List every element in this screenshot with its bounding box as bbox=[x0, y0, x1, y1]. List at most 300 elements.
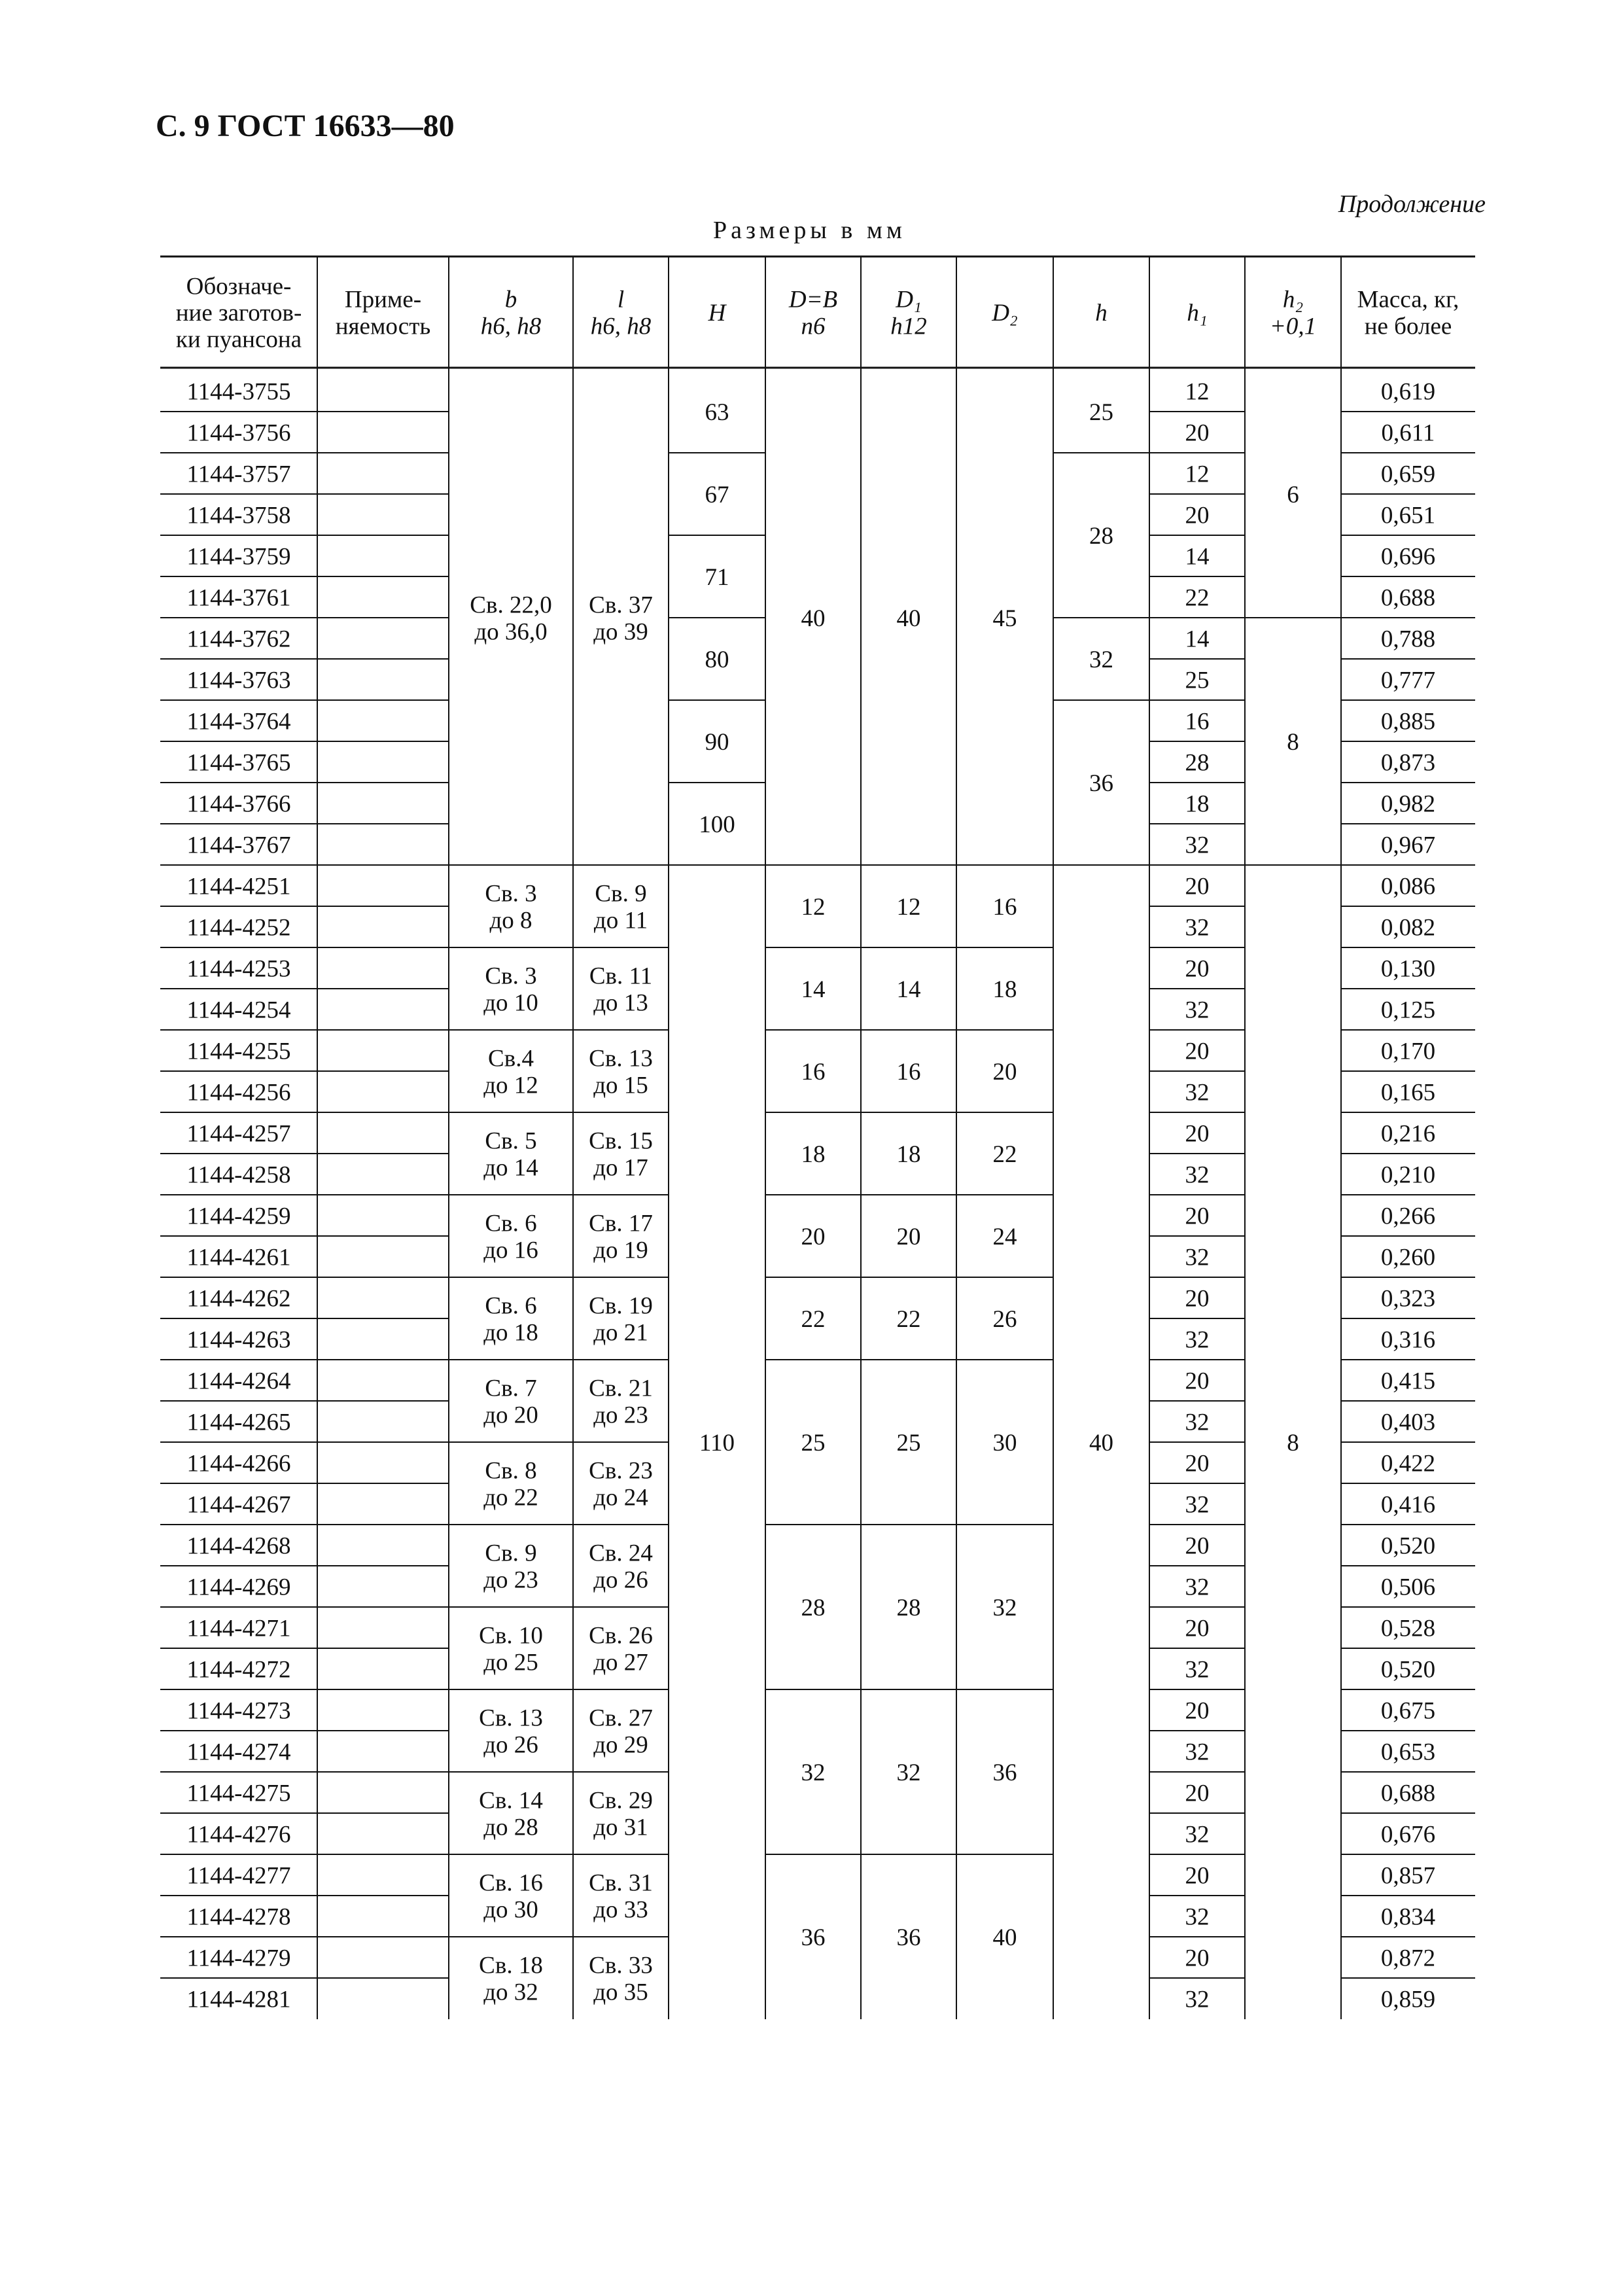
column-header-line: Масса, кг, bbox=[1357, 286, 1459, 313]
punch-code-cell bbox=[187, 461, 291, 487]
h1-cell-line: 32 bbox=[1185, 832, 1210, 859]
punch-code-cell bbox=[187, 1739, 291, 1765]
mass-cell bbox=[1381, 1986, 1435, 2013]
punch-code-cell-line: 1144-4258 bbox=[186, 1161, 291, 1189]
h1-cell bbox=[1185, 997, 1210, 1023]
h1-cell bbox=[1185, 378, 1210, 405]
h-span-cell-line: 36 bbox=[1089, 769, 1113, 797]
h1-cell-line: 32 bbox=[1185, 1244, 1210, 1271]
mass-cell-line: 0,872 bbox=[1380, 1945, 1436, 1972]
mass-cell bbox=[1381, 502, 1435, 529]
column-header bbox=[788, 287, 837, 340]
column-header bbox=[591, 287, 652, 340]
l-span-cell bbox=[589, 1623, 653, 1676]
punch-code-cell-line: 1144-4253 bbox=[186, 955, 291, 983]
l-span-cell-line: Св. 9 bbox=[595, 880, 647, 908]
h1-cell-line: 16 bbox=[1185, 708, 1210, 735]
mass-cell bbox=[1381, 667, 1435, 694]
punch-code-cell bbox=[187, 1986, 291, 2013]
b-span-cell bbox=[479, 1705, 543, 1759]
db-span-cell bbox=[801, 1141, 826, 1168]
punch-code-cell bbox=[187, 1038, 291, 1065]
h1-cell-line: 18 bbox=[1185, 790, 1210, 818]
mass-cell bbox=[1381, 543, 1435, 570]
h-span-cell bbox=[705, 729, 729, 756]
h1-cell bbox=[1185, 1656, 1210, 1683]
h2-span-cell-line: 6 bbox=[1287, 481, 1299, 508]
h1-cell-line: 14 bbox=[1185, 626, 1210, 653]
column-header-line: l bbox=[617, 286, 625, 313]
h1-cell-line: 20 bbox=[1185, 873, 1210, 900]
punch-code-cell bbox=[187, 584, 291, 611]
d1-span-cell bbox=[897, 1306, 921, 1333]
b-span-cell-line: до 18 bbox=[483, 1319, 538, 1347]
d2-span-cell-line: 24 bbox=[992, 1223, 1017, 1250]
h-span-cell-line: 100 bbox=[699, 811, 735, 838]
d2-span-cell bbox=[993, 1595, 1017, 1621]
punch-code-cell bbox=[187, 1326, 291, 1353]
l-span-cell-line: до 23 bbox=[593, 1402, 648, 1429]
h1-cell-line: 32 bbox=[1185, 1161, 1210, 1189]
l-span-cell bbox=[589, 1293, 653, 1347]
punch-code-cell bbox=[187, 1656, 291, 1683]
h1-cell-line: 32 bbox=[1185, 1903, 1210, 1931]
l-span-cell-line: до 39 bbox=[593, 618, 648, 646]
column-header-line: D₂ bbox=[992, 299, 1018, 327]
b-span-cell-line: до 36,0 bbox=[474, 618, 548, 646]
db-span-cell-line: 12 bbox=[801, 893, 826, 921]
l-span-cell bbox=[589, 1540, 653, 1594]
h1-cell bbox=[1185, 1450, 1210, 1477]
punch-code-cell-line: 1144-4261 bbox=[186, 1244, 291, 1271]
punch-code-cell-line: 1144-3764 bbox=[186, 708, 291, 735]
punch-code-cell bbox=[187, 1903, 291, 1930]
d2-span-cell-line: 20 bbox=[992, 1058, 1017, 1086]
punch-code-cell bbox=[187, 749, 291, 776]
b-span-cell-line: до 22 bbox=[483, 1484, 538, 1511]
h1-cell-line: 20 bbox=[1185, 1450, 1210, 1477]
mass-cell bbox=[1381, 1491, 1435, 1518]
l-span-cell-line: Св. 37 bbox=[589, 592, 653, 619]
mass-cell-line: 0,266 bbox=[1380, 1203, 1436, 1230]
b-span-cell bbox=[479, 1870, 543, 1924]
b-span-cell-line: до 32 bbox=[483, 1979, 538, 2006]
b-span-cell-line: Св. 5 bbox=[485, 1127, 537, 1155]
db-span-cell bbox=[801, 1430, 826, 1457]
mass-cell bbox=[1381, 1285, 1435, 1312]
punch-code-cell bbox=[187, 1203, 291, 1229]
h1-cell-line: 32 bbox=[1185, 1409, 1210, 1436]
mass-cell bbox=[1381, 1532, 1435, 1559]
b-span-cell bbox=[483, 1046, 538, 1099]
column-header-line: ки пуансона bbox=[175, 326, 302, 353]
db-span-cell-line: 14 bbox=[801, 976, 826, 1003]
column-header-line: h₁ bbox=[1187, 299, 1208, 327]
punch-code-cell bbox=[187, 378, 291, 405]
punch-code-cell-line: 1144-3765 bbox=[186, 749, 291, 777]
punch-code-cell-line: 1144-3755 bbox=[186, 378, 291, 406]
mass-cell bbox=[1381, 1574, 1435, 1600]
punch-code-cell bbox=[187, 1491, 291, 1518]
page-title: С. 9 ГОСТ 16633—80 bbox=[156, 109, 455, 143]
d1-span-cell bbox=[897, 1759, 921, 1786]
punch-code-cell bbox=[187, 790, 291, 817]
h1-cell bbox=[1185, 626, 1210, 652]
column-header bbox=[336, 287, 431, 340]
h1-cell-line: 20 bbox=[1185, 1862, 1210, 1890]
h-span-cell bbox=[1089, 646, 1113, 673]
h-span-cell-line: 63 bbox=[705, 398, 729, 426]
h1-cell-line: 22 bbox=[1185, 584, 1210, 612]
mass-cell bbox=[1381, 914, 1435, 941]
d2-span-cell bbox=[993, 1759, 1017, 1786]
db-span-cell-line: 28 bbox=[801, 1594, 826, 1621]
b-span-cell-line: Св. 9 bbox=[485, 1540, 537, 1567]
h1-cell bbox=[1185, 1368, 1210, 1394]
b-span-cell-line: до 12 bbox=[483, 1072, 538, 1099]
h2-span-cell bbox=[1287, 729, 1299, 756]
l-span-cell bbox=[589, 1458, 653, 1511]
l-span-cell-line: Св. 27 bbox=[589, 1704, 653, 1732]
d2-span-cell-line: 36 bbox=[992, 1759, 1017, 1786]
db-span-cell-line: 20 bbox=[801, 1223, 826, 1250]
punch-code-cell-line: 1144-4262 bbox=[186, 1285, 291, 1313]
b-span-cell-line: до 14 bbox=[483, 1154, 538, 1182]
l-span-cell bbox=[589, 1046, 653, 1099]
dimensions-caption: Размеры в мм bbox=[713, 217, 906, 244]
h-span-cell-line: 32 bbox=[1089, 646, 1113, 673]
punch-code-cell bbox=[187, 1862, 291, 1889]
punch-code-cell bbox=[187, 832, 291, 858]
column-header bbox=[1357, 287, 1459, 340]
punch-code-cell-line: 1144-4254 bbox=[186, 997, 291, 1024]
d2-span-cell bbox=[993, 894, 1017, 921]
h-span-cell bbox=[705, 646, 729, 673]
mass-cell-line: 0,696 bbox=[1380, 543, 1436, 571]
d1-span-cell bbox=[897, 976, 921, 1003]
h1-cell-line: 32 bbox=[1185, 1739, 1210, 1766]
punch-code-cell bbox=[187, 1285, 291, 1312]
h2-span-cell bbox=[1287, 482, 1299, 508]
b-span-cell-line: Св. 10 bbox=[479, 1622, 543, 1650]
mass-cell bbox=[1381, 1038, 1435, 1065]
punch-code-cell bbox=[187, 1409, 291, 1436]
d1-span-cell-line: 18 bbox=[896, 1140, 921, 1168]
h1-cell-line: 32 bbox=[1185, 1821, 1210, 1848]
mass-cell-line: 0,210 bbox=[1380, 1161, 1436, 1189]
b-span-cell bbox=[483, 1128, 538, 1182]
mass-cell-line: 0,520 bbox=[1380, 1656, 1436, 1684]
b-span-cell-line: Св. 13 bbox=[479, 1704, 543, 1732]
mass-cell bbox=[1381, 1615, 1435, 1642]
column-header-line: h12 bbox=[890, 313, 927, 340]
h1-cell-line: 20 bbox=[1185, 1120, 1210, 1148]
h1-cell bbox=[1185, 1326, 1210, 1353]
l-span-cell-line: до 15 bbox=[593, 1072, 648, 1099]
mass-cell-line: 0,611 bbox=[1381, 419, 1435, 447]
h-span-cell-line: 25 bbox=[1089, 398, 1113, 426]
punch-code-cell bbox=[187, 873, 291, 900]
mass-cell-line: 0,082 bbox=[1380, 914, 1436, 942]
punch-code-cell bbox=[187, 1532, 291, 1559]
column-header bbox=[890, 287, 927, 340]
db-span-cell-line: 36 bbox=[801, 1924, 826, 1951]
mass-cell-line: 0,857 bbox=[1380, 1862, 1436, 1890]
punch-code-cell-line: 1144-4279 bbox=[186, 1945, 291, 1972]
l-span-cell bbox=[589, 1128, 653, 1182]
punch-code-cell-line: 1144-3762 bbox=[186, 626, 291, 653]
h1-cell bbox=[1185, 832, 1210, 858]
punch-code-cell bbox=[187, 914, 291, 941]
punch-code-cell bbox=[187, 667, 291, 694]
mass-cell-line: 0,659 bbox=[1380, 461, 1436, 488]
mass-cell bbox=[1381, 1780, 1435, 1807]
b-span-cell-line: до 28 bbox=[483, 1814, 538, 1841]
h1-cell-line: 20 bbox=[1185, 1697, 1210, 1725]
h1-cell-line: 32 bbox=[1185, 997, 1210, 1024]
h-span-cell-line: 80 bbox=[705, 646, 729, 673]
h1-cell-line: 20 bbox=[1185, 1532, 1210, 1560]
mass-cell bbox=[1381, 1450, 1435, 1477]
l-span-cell-line: до 21 bbox=[593, 1319, 648, 1347]
d2-span-cell bbox=[993, 1924, 1017, 1951]
continuation-label: Продолжение bbox=[1338, 190, 1486, 218]
b-span-cell-line: Св.4 bbox=[488, 1045, 534, 1072]
punch-code-cell bbox=[187, 1368, 291, 1394]
column-header-line: Приме- bbox=[344, 286, 422, 313]
punch-code-cell-line: 1144-4274 bbox=[186, 1739, 291, 1766]
punch-code-cell-line: 1144-4277 bbox=[186, 1862, 291, 1890]
d2-span-cell bbox=[993, 1430, 1017, 1457]
mass-cell-line: 0,528 bbox=[1380, 1615, 1436, 1642]
db-span-cell bbox=[801, 1924, 826, 1951]
punch-code-cell-line: 1144-3763 bbox=[186, 667, 291, 694]
h1-cell-line: 20 bbox=[1185, 1945, 1210, 1972]
mass-cell-line: 0,323 bbox=[1380, 1285, 1436, 1313]
punch-code-cell bbox=[187, 1244, 291, 1271]
mass-cell bbox=[1381, 955, 1435, 982]
h1-cell-line: 20 bbox=[1185, 1285, 1210, 1313]
mass-cell-line: 0,130 bbox=[1380, 955, 1436, 983]
mass-cell-line: 0,859 bbox=[1380, 1986, 1436, 2013]
d2-span-cell-line: 26 bbox=[992, 1305, 1017, 1333]
h1-cell bbox=[1185, 1409, 1210, 1436]
d1-span-cell-line: 32 bbox=[896, 1759, 921, 1786]
d1-span-cell bbox=[897, 894, 921, 921]
h1-cell bbox=[1185, 1986, 1210, 2013]
b-span-cell bbox=[470, 592, 551, 646]
d2-span-cell bbox=[993, 1059, 1017, 1086]
l-span-cell-line: Св. 13 bbox=[589, 1045, 653, 1072]
punch-code-cell-line: 1144-4257 bbox=[186, 1120, 291, 1148]
l-span-cell bbox=[589, 963, 652, 1017]
mass-cell-line: 0,873 bbox=[1380, 749, 1436, 777]
d1-span-cell bbox=[897, 1924, 921, 1951]
column-header-line: b bbox=[504, 286, 517, 313]
punch-code-cell bbox=[187, 1697, 291, 1724]
b-span-cell bbox=[483, 1540, 538, 1594]
b-span-cell-line: Св. 22,0 bbox=[470, 592, 552, 619]
column-header-line: h bbox=[1095, 299, 1108, 327]
mass-cell-line: 0,216 bbox=[1380, 1120, 1436, 1148]
h1-cell-line: 32 bbox=[1185, 914, 1210, 942]
mass-cell-line: 0,086 bbox=[1380, 873, 1436, 900]
b-span-cell-line: до 20 bbox=[483, 1402, 538, 1429]
l-span-cell-line: до 11 bbox=[593, 907, 648, 934]
punch-code-cell bbox=[187, 1161, 291, 1188]
punch-code-cell-line: 1144-4264 bbox=[186, 1368, 291, 1395]
b-span-cell-line: Св. 8 bbox=[485, 1457, 537, 1485]
h-span-cell-line: 110 bbox=[699, 1429, 735, 1457]
b-span-cell bbox=[483, 1293, 538, 1347]
column-header-line: h6, h8 bbox=[480, 313, 542, 340]
mass-cell bbox=[1381, 1821, 1435, 1848]
h1-cell-line: 28 bbox=[1185, 749, 1210, 777]
h1-cell-line: 20 bbox=[1185, 1038, 1210, 1065]
db-span-cell bbox=[801, 1059, 826, 1086]
punch-code-cell-line: 1144-4266 bbox=[186, 1450, 291, 1477]
l-span-cell-line: Св. 17 bbox=[589, 1210, 653, 1237]
l-span-cell bbox=[589, 1870, 653, 1924]
punch-code-cell bbox=[187, 1450, 291, 1477]
h-span-cell-line: 67 bbox=[705, 481, 729, 508]
h1-cell-line: 12 bbox=[1185, 461, 1210, 488]
d1-span-cell-line: 16 bbox=[896, 1058, 921, 1086]
mass-cell bbox=[1381, 1244, 1435, 1271]
h1-cell-line: 20 bbox=[1185, 1203, 1210, 1230]
mass-cell-line: 0,967 bbox=[1380, 832, 1436, 859]
mass-cell bbox=[1381, 1161, 1435, 1188]
l-span-cell-line: до 17 bbox=[593, 1154, 648, 1182]
b-span-cell bbox=[479, 1623, 543, 1676]
punch-code-cell-line: 1144-3767 bbox=[186, 832, 291, 859]
d2-span-cell-line: 40 bbox=[992, 1924, 1017, 1951]
mass-cell bbox=[1381, 626, 1435, 652]
l-span-cell-line: до 24 bbox=[593, 1484, 648, 1511]
punch-code-cell-line: 1144-4265 bbox=[186, 1409, 291, 1436]
d1-span-cell bbox=[897, 1224, 921, 1250]
h1-cell-line: 32 bbox=[1185, 1491, 1210, 1519]
h1-cell bbox=[1185, 1203, 1210, 1229]
d1-span-cell bbox=[897, 1430, 921, 1457]
h-span-cell bbox=[699, 811, 735, 838]
punch-code-cell bbox=[187, 1120, 291, 1147]
h1-cell bbox=[1185, 1615, 1210, 1642]
h-span-cell bbox=[1089, 523, 1113, 550]
punch-code-cell-line: 1144-4275 bbox=[186, 1780, 291, 1807]
d1-span-cell-line: 25 bbox=[896, 1429, 921, 1457]
mass-cell-line: 0,416 bbox=[1380, 1491, 1436, 1519]
column-header-line: няемость bbox=[335, 313, 431, 340]
punch-code-cell-line: 1144-3758 bbox=[186, 502, 291, 529]
punch-code-cell bbox=[187, 419, 291, 446]
mass-cell-line: 0,170 bbox=[1380, 1038, 1436, 1065]
h-span-cell bbox=[1089, 770, 1113, 797]
b-span-cell-line: Св. 6 bbox=[485, 1292, 537, 1320]
mass-cell bbox=[1381, 1697, 1435, 1724]
d2-span-cell-line: 45 bbox=[992, 605, 1017, 632]
l-span-cell-line: Св. 19 bbox=[589, 1292, 653, 1320]
db-span-cell bbox=[801, 1595, 826, 1621]
h1-cell bbox=[1185, 502, 1210, 529]
h2-span-cell-line: 8 bbox=[1287, 728, 1299, 756]
mass-cell-line: 0,619 bbox=[1380, 378, 1436, 406]
column-header bbox=[1270, 287, 1316, 340]
l-span-cell bbox=[589, 1952, 653, 2006]
l-span-cell-line: Св. 15 bbox=[589, 1127, 653, 1155]
mass-cell-line: 0,165 bbox=[1380, 1079, 1436, 1106]
l-span-cell bbox=[589, 1375, 653, 1429]
h1-cell bbox=[1185, 1862, 1210, 1889]
punch-code-cell bbox=[187, 1780, 291, 1807]
h1-cell bbox=[1185, 1079, 1210, 1106]
b-span-cell-line: до 10 bbox=[483, 989, 538, 1017]
h1-cell-line: 20 bbox=[1185, 419, 1210, 447]
mass-cell-line: 0,506 bbox=[1380, 1574, 1436, 1601]
db-span-cell bbox=[801, 976, 826, 1003]
mass-cell-line: 0,675 bbox=[1380, 1697, 1436, 1725]
punch-code-cell-line: 1144-4278 bbox=[186, 1903, 291, 1931]
d1-span-cell-line: 22 bbox=[896, 1305, 921, 1333]
punch-code-cell bbox=[187, 997, 291, 1023]
d1-span-cell-line: 20 bbox=[896, 1223, 921, 1250]
mass-cell bbox=[1381, 832, 1435, 858]
mass-cell-line: 0,777 bbox=[1380, 667, 1436, 694]
db-span-cell bbox=[801, 605, 826, 632]
d2-span-cell-line: 32 bbox=[992, 1594, 1017, 1621]
h-span-cell-line: 71 bbox=[705, 563, 729, 591]
mass-cell-line: 0,834 bbox=[1380, 1903, 1436, 1931]
punch-code-cell-line: 1144-4263 bbox=[186, 1326, 291, 1354]
db-span-cell-line: 18 bbox=[801, 1140, 826, 1168]
h1-cell bbox=[1185, 708, 1210, 735]
d2-span-cell-line: 30 bbox=[992, 1429, 1017, 1457]
b-span-cell-line: до 25 bbox=[483, 1649, 538, 1676]
mass-cell bbox=[1381, 1409, 1435, 1436]
b-span-cell bbox=[483, 1458, 538, 1511]
l-span-cell bbox=[594, 881, 648, 934]
h1-cell bbox=[1185, 1739, 1210, 1765]
b-span-cell bbox=[483, 1210, 538, 1264]
punch-code-cell-line: 1144-4271 bbox=[186, 1615, 291, 1642]
punch-code-cell-line: 1144-3757 bbox=[186, 461, 291, 488]
mass-cell-line: 0,885 bbox=[1380, 708, 1436, 735]
d2-span-cell-line: 16 bbox=[992, 893, 1017, 921]
column-header-line: +0,1 bbox=[1269, 313, 1317, 340]
h-span-cell-line: 40 bbox=[1089, 1429, 1113, 1457]
b-span-cell-line: Св. 3 bbox=[485, 963, 537, 990]
h1-cell-line: 25 bbox=[1185, 667, 1210, 694]
h1-cell-line: 20 bbox=[1185, 1615, 1210, 1642]
l-span-cell-line: Св. 24 bbox=[589, 1540, 653, 1567]
mass-cell bbox=[1381, 1862, 1435, 1889]
punch-code-cell bbox=[187, 1945, 291, 1971]
mass-cell bbox=[1381, 584, 1435, 611]
db-span-cell bbox=[801, 894, 826, 921]
punch-code-cell-line: 1144-4255 bbox=[186, 1038, 291, 1065]
mass-cell-line: 0,688 bbox=[1380, 584, 1436, 612]
h1-cell bbox=[1185, 1120, 1210, 1147]
punch-code-cell-line: 1144-4256 bbox=[186, 1079, 291, 1106]
punch-code-cell-line: 1144-4272 bbox=[186, 1656, 291, 1684]
h1-cell bbox=[1185, 1903, 1210, 1930]
mass-cell bbox=[1381, 1326, 1435, 1353]
b-span-cell-line: Св. 3 bbox=[485, 880, 537, 908]
b-span-cell bbox=[479, 1952, 543, 2006]
column-header-line: ние заготов- bbox=[175, 299, 302, 327]
mass-cell bbox=[1381, 997, 1435, 1023]
mass-cell-line: 0,788 bbox=[1380, 626, 1436, 653]
